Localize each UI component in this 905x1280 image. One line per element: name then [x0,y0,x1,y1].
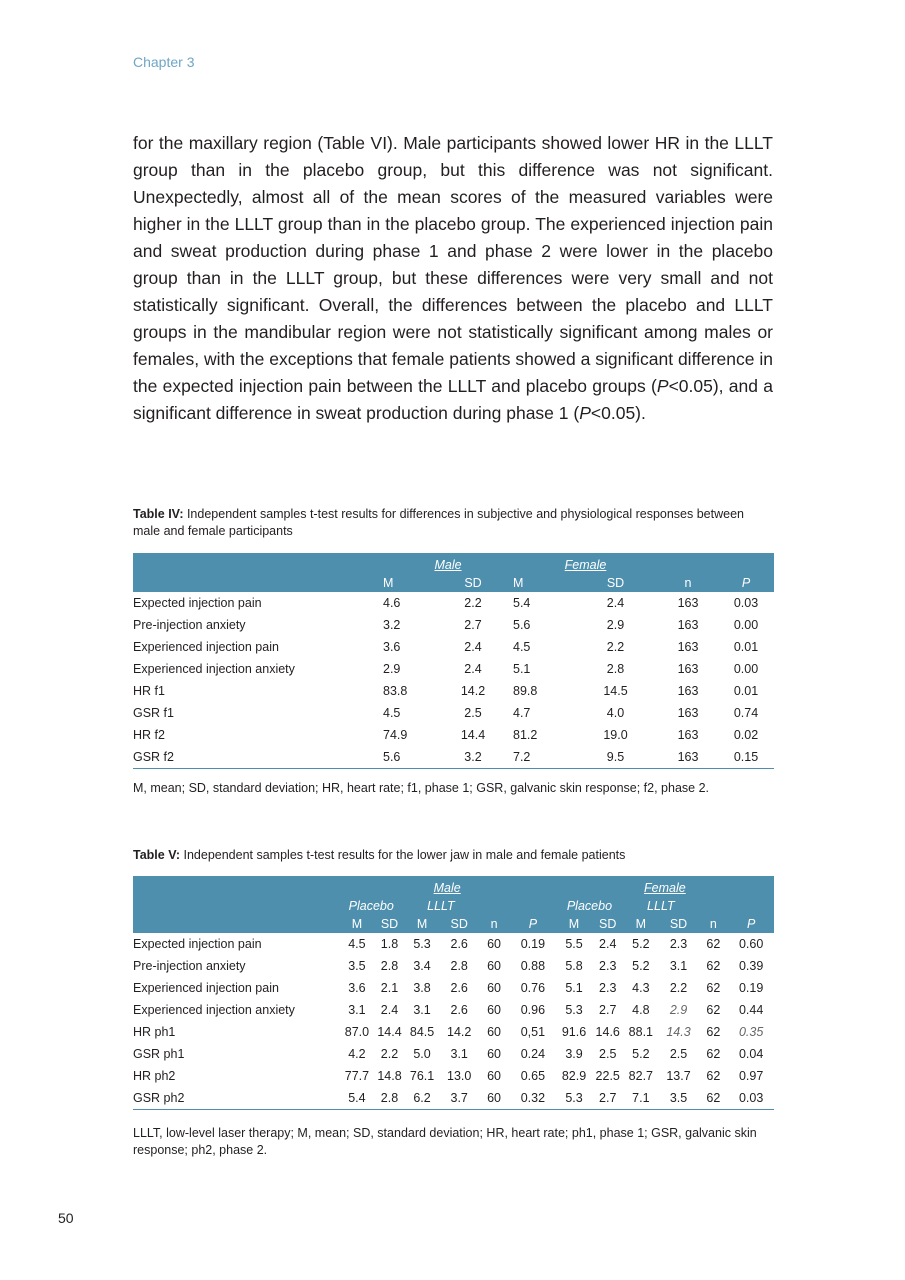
table-cell: 19.0 [603,728,628,742]
table-cell: 13.0 [447,1069,472,1083]
table-cell: 5.1 [565,981,583,995]
table-cell: 14.4 [377,1025,402,1039]
table-cell: 2.7 [592,1087,623,1110]
table-cell: 62 [706,1069,721,1083]
p-value-symbol: P [579,403,591,423]
table-cell: 60 [487,1069,501,1083]
table-cell: 0.19 [738,981,764,995]
table-cell: 4.5 [348,937,366,951]
table-cell: 14.2 [447,1025,472,1039]
row-label: Experienced injection pain [133,640,279,654]
table5-male-lllt: LLLT [404,897,478,915]
table-cell: 0.15 [718,746,774,769]
table-cell: 2.5 [669,1047,688,1061]
table4-col-header: M [513,574,573,592]
row-label: Expected injection pain [133,596,262,610]
table-cell: 84.5 [409,1025,435,1039]
table-cell: 5.4 [339,1087,376,1110]
table-cell: 2.8 [606,662,625,676]
row-label: Expected injection pain [133,937,262,951]
table-cell: 0.97 [738,1069,764,1083]
table-cell: 3.2 [383,618,401,632]
table5-note: LLLT, low-level laser therapy; M, mean; SD, standard deviation; HR, heart rate; ph1, phase 1; GSR, galvanic skin response; ph2, phase 2. [133,1126,757,1157]
table-cell: 3.9 [565,1047,583,1061]
table-cell: 2.4 [599,937,617,951]
table-row [133,1065,774,1087]
paragraph-part-3: <0.05). [590,403,646,423]
table-cell: 3.1 [413,1003,431,1017]
table-cell: 163 [677,684,699,698]
table-cell: 2.4 [380,1003,399,1017]
table-cell: 2.6 [450,981,468,995]
table-cell: 14.4 [460,728,486,742]
table-cell: 0.35 [738,1025,764,1039]
table-row [133,999,774,1021]
table-cell: 4.5 [513,640,531,654]
table-cell: 60 [487,937,501,951]
table5-female-lllt: LLLT [623,897,698,915]
table-cell: 163 [677,728,699,742]
table-cell: 0.02 [733,728,759,742]
table-cell: 0.65 [520,1069,546,1083]
table-cell: 5.6 [383,746,433,769]
table-cell: 89.8 [513,684,538,698]
table-cell: 2.8 [380,959,399,973]
table-cell: 163 [677,596,699,610]
table-cell: 2.6 [450,937,468,951]
row-label: Experienced injection anxiety [133,1003,295,1017]
table-cell: 62 [706,959,721,973]
row-label: HR ph1 [133,1025,176,1039]
table5 [133,876,774,1110]
table-cell: 2.2 [606,640,625,654]
table-cell: 3.1 [450,1047,468,1061]
table4-caption [133,506,773,540]
table-cell: 62 [706,981,721,995]
table5-male-placebo: Placebo [339,897,404,915]
table4 [133,553,774,769]
row-label: Pre-injection anxiety [133,959,246,973]
table-cell: 5.3 [556,1087,593,1110]
table4-col-header: P [718,574,774,592]
table-cell: 5.2 [632,937,650,951]
table-cell: 2.2 [380,1047,399,1061]
table-cell: 0.76 [520,981,546,995]
table-cell: 14.2 [460,684,486,698]
table4-title: Independent samples t-test results for differences in subjective and physiological responses between male and female participants [133,507,744,538]
table4-group-male: Male [434,558,462,572]
row-label: GSR ph1 [133,1047,185,1061]
table-cell: 4.0 [606,706,625,720]
table-cell: 2.4 [464,662,482,676]
table-cell: 163 [658,746,718,769]
table-cell: 74.9 [383,728,408,742]
table-cell: 14.5 [603,684,628,698]
table-cell: 0.03 [733,596,759,610]
table-cell: 4.2 [348,1047,366,1061]
table-cell: 62 [706,1047,721,1061]
table-cell: 2.3 [669,937,688,951]
table-cell: 0.01 [733,684,759,698]
table-row [133,658,774,680]
table-row [133,702,774,724]
table-cell: 4.6 [383,596,401,610]
table-cell: 4.8 [632,1003,650,1017]
table-cell: 13.7 [666,1069,691,1083]
table-cell: 82.7 [628,1069,654,1083]
table-row [133,680,774,702]
table-cell: 5.4 [513,596,531,610]
table-cell: 88.1 [628,1025,654,1039]
row-label: HR ph2 [133,1069,176,1083]
table-row [133,1021,774,1043]
table5-col-header: M [339,915,376,933]
table-cell: 7.1 [623,1087,658,1110]
table-cell: 62 [706,937,721,951]
table-cell: 0.24 [520,1047,546,1061]
table-cell: 163 [677,640,699,654]
table-cell: 0.03 [728,1087,774,1110]
table-cell: 2.5 [599,1047,617,1061]
table-cell: 1.8 [380,937,399,951]
table-cell: 77.7 [344,1069,370,1083]
table5-col-header: M [404,915,441,933]
table-cell: 60 [487,981,501,995]
table-cell: 5.1 [513,662,531,676]
table4-col-header: SD [573,574,658,592]
table-cell: 2.3 [599,959,617,973]
paragraph-part-2: <0.05), and a significant difference in sweat production during phase 1 ( [133,376,773,423]
table-cell: 14.8 [377,1069,402,1083]
table-cell: 0.01 [733,640,759,654]
table-row [133,933,774,955]
table-cell: 0.39 [738,959,764,973]
table5-label: Table V: [133,848,181,862]
table5-title: Independent samples t-test results for the lower jaw in male and female patients [180,848,626,862]
table-cell: 2.9 [669,1003,688,1017]
table-cell: 2.3 [599,981,617,995]
table-cell: 9.5 [573,746,658,769]
table-cell: 60 [487,959,501,973]
table-cell: 22.5 [595,1069,620,1083]
table5-group-male: Male [433,881,461,895]
table-row [133,977,774,999]
table-cell: 0.00 [733,618,759,632]
table-cell: 3.6 [383,640,401,654]
table-cell: 14.3 [666,1025,691,1039]
row-label: GSR f1 [133,706,174,720]
table-cell: 2.2 [669,981,688,995]
table4-col-header: SD [433,574,513,592]
table-cell: 0.60 [738,937,764,951]
table5-col-header: SD [440,915,478,933]
table-cell: 5.8 [565,959,583,973]
table5-caption [133,847,773,864]
p-value-symbol: P [656,376,669,396]
table-cell: 3.1 [669,959,688,973]
table5-col-header: n [699,915,729,933]
table-cell: 3.5 [659,1087,699,1110]
table-cell: 2.8 [450,959,468,973]
table-cell: 4.7 [513,706,531,720]
table-cell: 76.1 [409,1069,435,1083]
table-row [133,746,774,769]
table-cell: 3.2 [433,746,513,769]
table-cell: 163 [677,618,699,632]
table-cell: 81.2 [513,728,538,742]
row-label: Experienced injection anxiety [133,662,295,676]
table5-col-header: SD [592,915,623,933]
chapter-header: Chapter 3 [133,54,195,70]
table-cell: 0.04 [738,1047,764,1061]
table-cell: 5.0 [413,1047,431,1061]
table-cell: 91.6 [561,1025,587,1039]
table-cell: 0,51 [520,1025,546,1039]
table-cell: 82.9 [561,1069,587,1083]
table-cell: 0.88 [520,959,546,973]
table5-col-header: P [728,915,774,933]
table-cell: 0.32 [510,1087,556,1110]
table-cell: 163 [677,662,699,676]
table5-col-header: n [478,915,510,933]
table-row [133,1087,774,1110]
table5-female-placebo: Placebo [556,897,623,915]
table-cell: 2.7 [464,618,482,632]
table-cell: 3.6 [348,981,366,995]
table-cell: 0.74 [733,706,759,720]
table-row [133,636,774,658]
table-cell: 4.3 [632,981,650,995]
table-cell: 5.3 [565,1003,583,1017]
table-row [133,614,774,636]
table5-col-header: SD [375,915,404,933]
table-cell: 2.6 [450,1003,468,1017]
table-cell: 5.6 [513,618,531,632]
table-cell: 3.7 [440,1087,478,1110]
row-label: HR f1 [133,684,165,698]
table-cell: 2.4 [464,640,482,654]
table4-note: M, mean; SD, standard deviation; HR, heart rate; f1, phase 1; GSR, galvanic skin response; f2, phase 2. [133,781,709,795]
table-cell: 83.8 [383,684,408,698]
table-cell: 60 [487,1003,501,1017]
table5-col-header: SD [659,915,699,933]
table-cell: 2.8 [375,1087,404,1110]
table-cell: 14.6 [595,1025,620,1039]
row-label: Pre-injection anxiety [133,618,246,632]
table-row [133,1043,774,1065]
table-cell: 62 [699,1087,729,1110]
table-cell: 2.5 [464,706,482,720]
table5-col-header: M [623,915,658,933]
table-cell: 87.0 [344,1025,370,1039]
table4-col-header: M [383,574,433,592]
body-paragraph [133,130,773,427]
table-cell: 2.9 [606,618,625,632]
table-cell: 5.3 [413,937,431,951]
page-number: 50 [58,1210,74,1226]
table-cell: 5.5 [565,937,583,951]
table5-col-header: M [556,915,593,933]
table-cell: 0.44 [738,1003,764,1017]
table-cell: 7.2 [513,746,573,769]
table-cell: 0.19 [520,937,546,951]
table-row [133,592,774,614]
table-row [133,724,774,746]
table5-col-header: P [510,915,556,933]
table5-group-female: Female [644,881,686,895]
table-cell: 2.9 [383,662,401,676]
table-cell: 2.2 [464,596,482,610]
table-cell: 3.4 [413,959,431,973]
table-cell: 0.00 [733,662,759,676]
table-cell: 60 [478,1087,510,1110]
table-cell: 5.2 [632,959,650,973]
table-cell: 3.1 [348,1003,366,1017]
table-cell: 60 [487,1025,501,1039]
table-cell: 163 [677,706,699,720]
table4-group-female: Female [564,558,607,572]
table-row [133,955,774,977]
table-cell: 62 [706,1025,721,1039]
table-cell: 2.7 [599,1003,617,1017]
table-cell: 2.1 [380,981,399,995]
table-cell: 4.5 [383,706,401,720]
table-cell: 62 [706,1003,721,1017]
row-label: Experienced injection pain [133,981,279,995]
paragraph-part-1: for the maxillary region (Table VI). Male participants showed lower HR in the LLLT group than in the placebo group, but this difference was not significant. Unexpectedly, almost all of the mean scores of the measured variables were higher in the LLLT group than in the placebo group. The experienced injection pain and sweat production during phase 1 and phase 2 were lower in the placebo group than in the LLLT group, but these differences were very small and not statistically significant. Overall, the differences between the placebo and LLLT groups in the mandibular region were not statistically significant among males or females, with the exceptions that female patients showed a significant difference in the expected injection pain between the LLLT and placebo groups ( [133,133,773,396]
table-cell: 60 [487,1047,501,1061]
row-label: GSR f2 [133,746,383,769]
table-cell: 3.8 [413,981,431,995]
table-cell: 0.96 [520,1003,546,1017]
table-cell: 3.5 [348,959,366,973]
table-cell: 5.2 [632,1047,650,1061]
row-label: GSR ph2 [133,1087,339,1110]
table-cell: 6.2 [404,1087,441,1110]
table4-col-header: n [658,574,718,592]
row-label: HR f2 [133,728,165,742]
table-cell: 2.4 [606,596,625,610]
table4-label: Table IV: [133,507,184,521]
